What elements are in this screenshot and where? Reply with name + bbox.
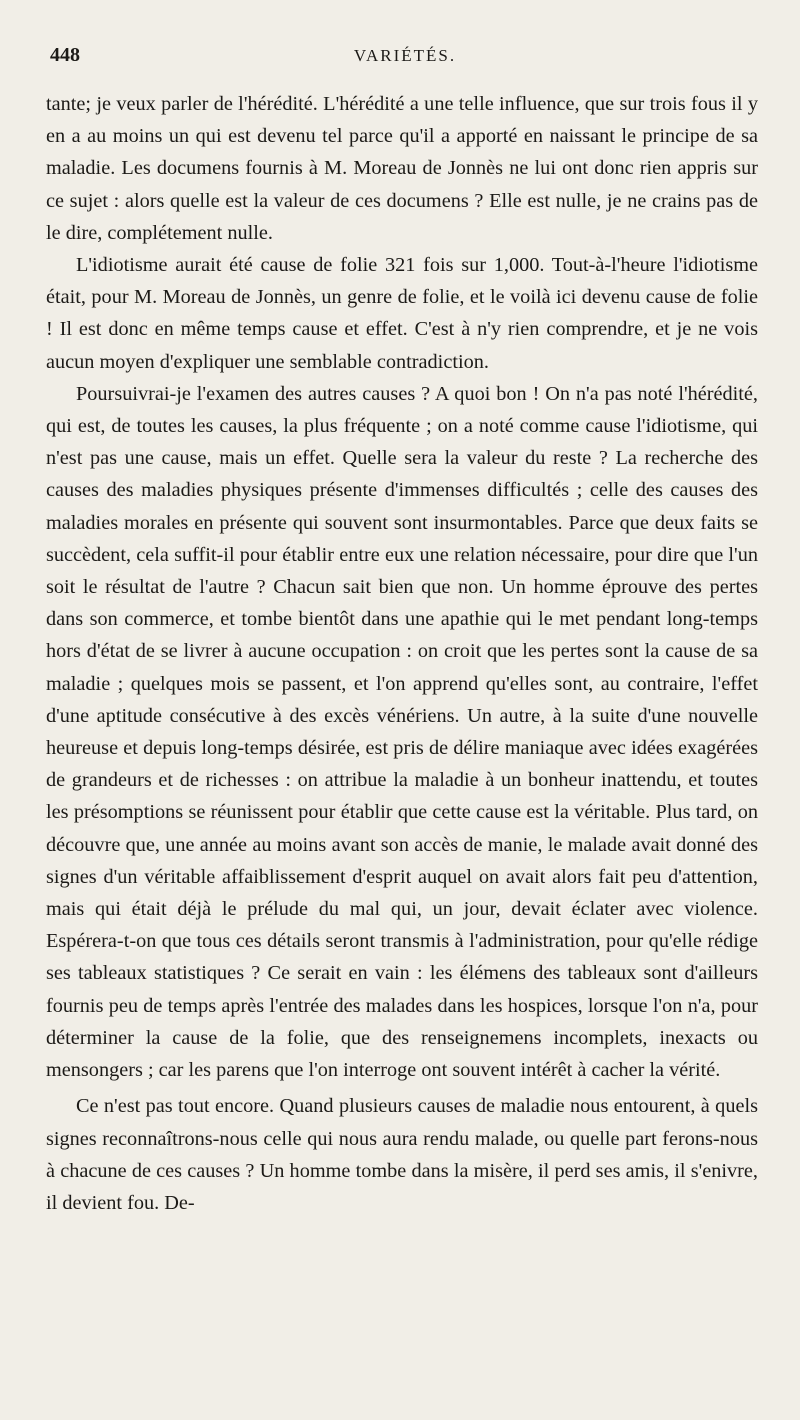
body-text (46, 88, 758, 1219)
paragraph-plusieurs-causes: Ce n'est pas tout encore. Quand plusieurs causes de maladie nous entourent, à quels signes reconnaîtrons-nous celle qui nous aura rendu malade, ou quelle part ferons-nous à chacune de ces causes ? Un homme tombe dans la misère, il perd ses amis, il s'enivre, il devient fou. De- (46, 1095, 758, 1214)
paragraph-continuation: tante; je veux parler de l'hérédité. L'hérédité a une telle influence, que sur trois fous il y en a au moins un qui est devenu tel parce qu'il a apporté en naissant le principe de sa maladie. Les documens fournis à M. Moreau de Jonnès ne lui ont donc rien appris sur ce sujet : alors quelle est la valeur de ces documens ? Elle est nulle, je ne crains pas de le dire, complétement nulle. (46, 93, 758, 244)
running-head: VARIÉTÉS. (353, 46, 457, 65)
page-header (50, 44, 760, 74)
page-number: 448 (50, 44, 80, 66)
paragraph-examen-causes: Poursuivrai-je l'examen des autres causes ? A quoi bon ! On n'a pas noté l'hérédité, qui est, de toutes les causes, la plus fréquente ; on a noté comme cause l'idiotisme, qui n'est pas une cause, mais un effet. Quelle sera la valeur du reste ? La recherche des causes des maladies physiques présente d'immenses difficultés ; celle des causes des maladies morales en présente qui souvent sont insurmontables. Parce que deux faits se succèdent, cela suffit-il pour établir entre eux une relation nécessaire, pour dire que l'un soit le résultat de l'autre ? Chacun sait bien que non. Un homme éprouve des pertes dans son commerce, et tombe bientôt dans une apathie qui le met pendant long-temps hors d'état de se livrer à aucune occupation : on croit que les pertes sont la cause de sa maladie ; quelques mois se passent, et l'on apprend qu'elles sont, au contraire, l'effet d'une aptitude consécutive à des excès vénériens. Un autre, à la suite d'une nouvelle heureuse et depuis long-temps désirée, est pris de délire maniaque avec idées exagérées de grandeurs et de richesses : on attribue la maladie à un bonheur inattendu, et toutes les présomptions se réunissent pour établir que cette cause est la véritable. Plus tard, on découvre que, une année au moins avant son accès de manie, le malade avait donné des signes d'un véritable affaiblissement d'esprit auquel on avait alors fait peu d'attention, mais qui était déjà le prélude du mal qui, un jour, devait éclater avec violence. Espérera-t-on que tous ces détails seront transmis à l'administration, pour qu'elle rédige ses tableaux statistiques ? Ce serait en vain : les élémens des tableaux sont d'ailleurs fournis peu de temps après l'entrée des malades dans les hospices, lorsque l'on n'a, pour déterminer la cause de la folie, que des renseignemens incomplets, inexacts ou mensongers ; car les parens que l'on interroge ont souvent intérêt à cacher la vérité. (46, 382, 758, 1082)
paragraph-idiotisme: L'idiotisme aurait été cause de folie 321 fois sur 1,000. Tout-à-l'heure l'idiotisme était, pour M. Moreau de Jonnès, un genre de folie, et le voilà ici devenu cause de folie ! Il est donc en même temps cause et effet. C'est à n'y rien comprendre, et je ne vois aucun moyen d'expliquer une semblable contradiction. (46, 254, 758, 373)
